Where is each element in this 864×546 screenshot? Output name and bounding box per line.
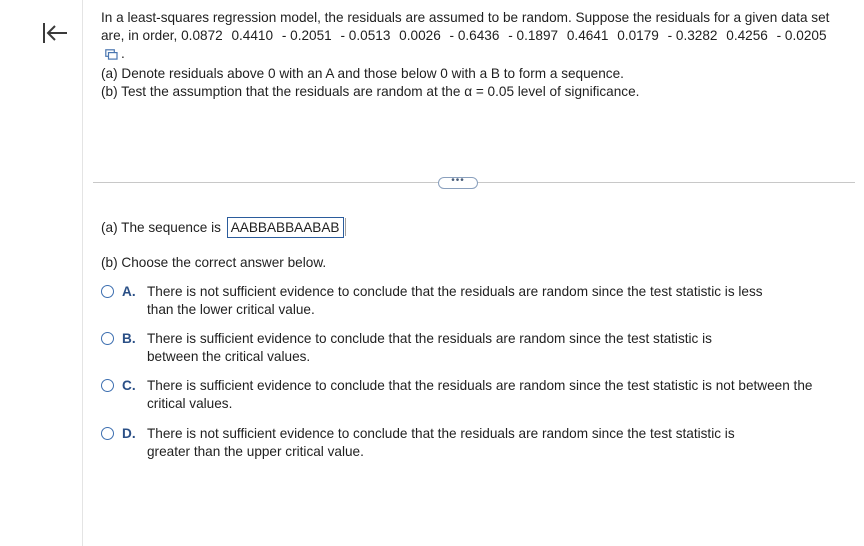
- residual-value: 0.0872: [181, 28, 223, 43]
- text-cursor: [345, 218, 346, 236]
- question-intro: In a least-squares regression model, the residuals are assumed to be random. Suppose the residuals for a given data set are, in order,: [101, 10, 830, 43]
- residual-value: - 0.6436: [449, 28, 500, 43]
- question-part-b: (b) Test the assumption that the residuals are random at the α = 0.05 level of significance.: [101, 84, 640, 99]
- residual-value: - 0.0513: [340, 28, 391, 43]
- option-c-text: There is sufficient evidence to conclude that the residuals are random since the test statistic is not between the critical values.: [147, 378, 813, 411]
- residual-value: - 0.1897: [508, 28, 559, 43]
- residual-value: - 0.3282: [667, 28, 718, 43]
- residual-value: 0.4641: [566, 28, 609, 43]
- residual-value: 0.0179: [617, 28, 659, 43]
- option-b-letter: B.: [122, 331, 136, 346]
- radio-option-b[interactable]: [101, 332, 114, 345]
- question-intro-paragraph: [101, 9, 849, 65]
- left-rail: [0, 0, 83, 546]
- option-a-text: There is not sufficient evidence to conclude that the residuals are random since the test statistic is less than the lower critical value.: [147, 284, 763, 317]
- option-a-letter: A.: [122, 284, 136, 299]
- answer-a-label: (a) The sequence is: [101, 220, 221, 235]
- residual-list: [181, 28, 831, 43]
- copy-data-icon[interactable]: [105, 47, 118, 65]
- residual-value: 0.4256: [726, 28, 768, 43]
- sequence-answer-field[interactable]: AABBABBAABAB: [227, 217, 344, 238]
- radio-option-d[interactable]: [101, 427, 114, 440]
- residual-value: - 0.2051: [281, 28, 332, 43]
- option-b-text: There is sufficient evidence to conclude that the residuals are random since the test statistic is between the critical values.: [147, 331, 712, 364]
- residual-value: - 0.0205: [776, 28, 827, 43]
- question-text: [101, 9, 849, 101]
- residual-value: 0.4410: [231, 28, 274, 43]
- option-d-letter: D.: [122, 426, 136, 441]
- residual-trailing-period: .: [121, 46, 125, 61]
- collapse-left-icon[interactable]: [40, 20, 70, 46]
- radio-option-a[interactable]: [101, 285, 114, 298]
- answer-a-row: [101, 217, 346, 238]
- option-d-text: There is not sufficient evidence to conclude that the residuals are random since the test statistic is greater than the upper critical value.: [147, 426, 735, 459]
- answer-b-prompt: (b) Choose the correct answer below.: [101, 255, 327, 270]
- option-c-letter: C.: [122, 378, 136, 393]
- radio-option-c[interactable]: [101, 379, 114, 392]
- residual-value: 0.0026: [399, 28, 441, 43]
- more-dots-icon[interactable]: •••: [438, 177, 478, 189]
- question-part-a: (a) Denote residuals above 0 with an A and those below 0 with a B to form a sequence.: [101, 66, 624, 81]
